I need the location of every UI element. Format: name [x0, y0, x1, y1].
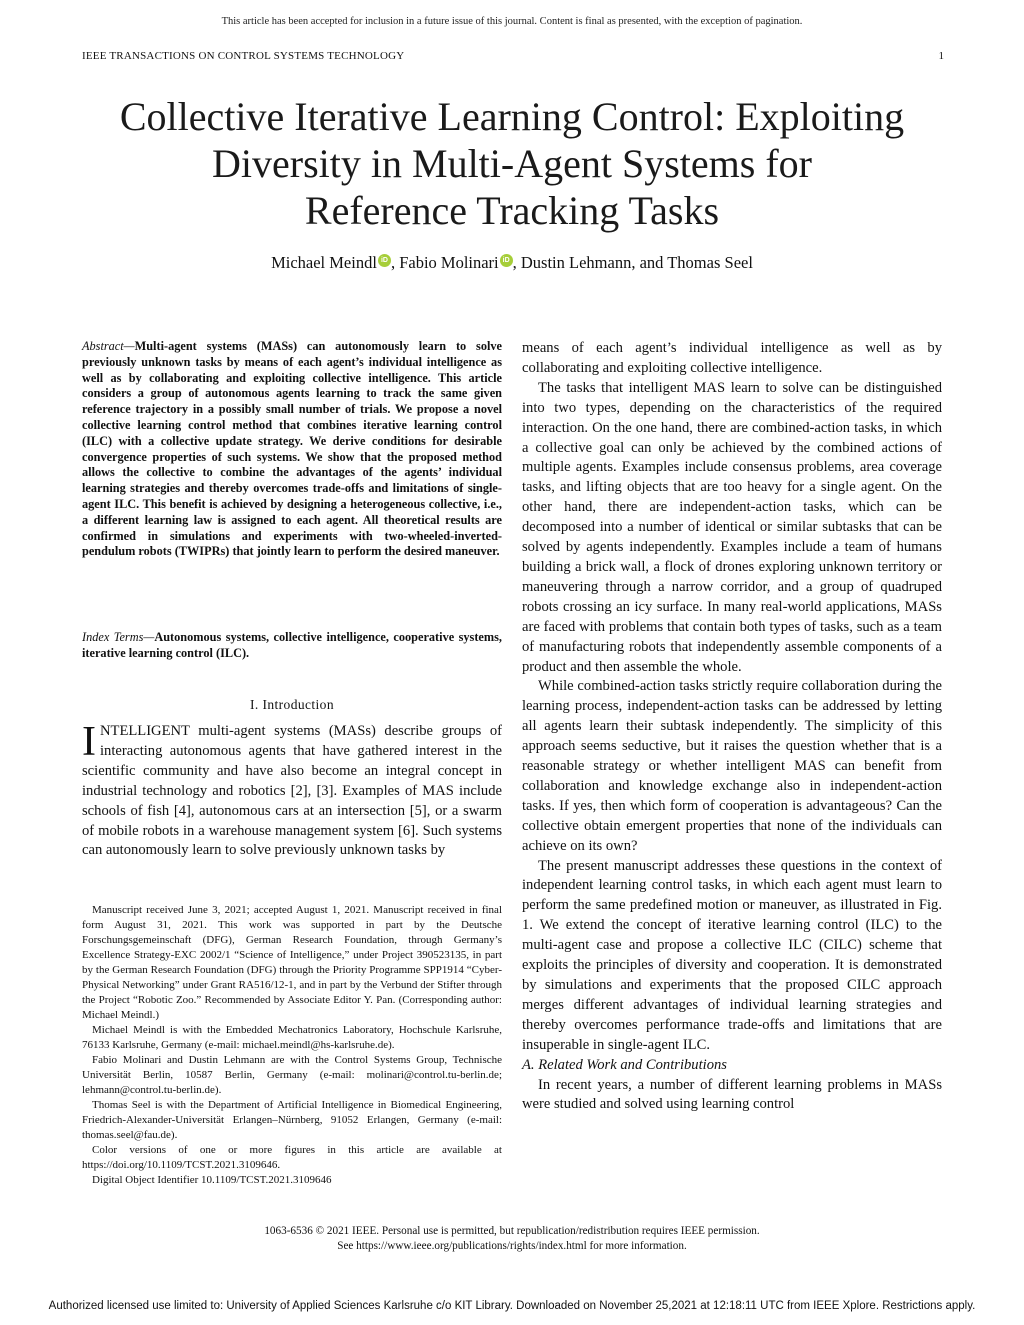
introduction-text: NTELLIGENT multi-agent systems (MASs) describe groups of interacting autonomous agents that have gathered interest in the scientific community and have also become an integral concept in industrial technology and robotics [2], [3]. Examples of MAS include schools of fish [4], autonomous cars at an intersection [5], or a swarm of mobile robots in a warehouse management system [6]. Such systems can autonomously learn to solve previously unknown tasks by [82, 723, 502, 859]
page-number: 1 [938, 50, 944, 62]
journal-name: IEEE TRANSACTIONS ON CONTROL SYSTEMS TECHNOLOGY [82, 50, 405, 62]
paper-title [60, 93, 964, 234]
paragraph-present-manuscript: The present manuscript addresses these questions in the context of independent learning control tasks, in which each agent must learn to perform the same predefined motion or maneuver, as illustrated in Fig. 1. We extend the concept of iterative learning control (ILC) to the multi-agent case and propose a collective ILC (CILC) scheme that exploits the principles of diversity and cooperation. It is demonstrated by simulations and experiments that the proposed CILC approach merges different advantages of individual learning strategies and thereby overcomes performance trade-offs and limitations that are insuperable in single-agent ILC. [522, 857, 942, 1053]
index-terms [82, 630, 502, 662]
abstract-lead: Abstract— [82, 339, 135, 353]
abstract-text: Multi-agent systems (MASs) can autonomously learn to solve previously unknown tasks by means of each agent’s individual intelligence as well as by collaborating and exploiting collective intelligence. This article considers a group of autonomous agents learning to track the same given reference trajectory in a possibly small number of trials. We propose a novel collective learning control method that combines iterative learning control (ILC) with a collective update strategy. We derive conditions for desirable convergence properties of such systems. We show that the proposed method allows the collective to combine the advantages of the agents’ individual learning strategies and thereby overcomes trade-offs and limitations of single-agent ILC. This benefit is achieved by designing a heterogeneous collective, i.e., a different learning law is assigned to each agent. All theoretical results are confirmed in simulations and experiments with two-wheeled-inverted-pendulum robots (TWIPRs) that jointly learn to perform the desired maneuver. [82, 339, 502, 559]
orcid-icon[interactable]: iD [500, 254, 513, 267]
copyright-line-2: See https://www.ieee.org/publications/rights/index.html for more information. [337, 1240, 687, 1252]
footnote-color-versions: Color versions of one or more figures in this article are available at https://doi.org/10.1109/TCST.2021.3109646. [82, 1144, 502, 1171]
footnote-doi: Digital Object Identifier 10.1109/TCST.2021.3109646 [92, 1174, 332, 1186]
footnotes [82, 903, 502, 1188]
title-line-3: Reference Tracking Tasks [304, 188, 720, 233]
footnote-manuscript: Manuscript received June 3, 2021; accepted August 1, 2021. Manuscript received in final form August 31, 2021. This work was supported in part by the Deutsche Forschungsgemeinschaft (DFG), German Research Foundation, through Germany’s Excellence Strategy-EXC 2002/1 “Science of Intelligence,” under Project 390523135, in part by the German Research Foundation (DFG) through the Priority Programme SPP1914 “Cyber-Physical Networking” under Grant RA516/12-1, and in part by the Verbund der Stifter through the Project “Robotic Zoo.” Recommended by Associate Editor Y. Pan. (Corresponding author: Michael Meindl.) [82, 904, 502, 1021]
title-line-2: Diversity in Multi-Agent Systems for [212, 141, 812, 186]
drop-cap: I [82, 719, 96, 765]
paragraph-combined-vs-independent: While combined-action tasks strictly require collaboration during the learning process, independent-action tasks can be addressed by letting all agents learn their subtask independently. The simplicity of this approach seems seductive, but it raises the question whether that is a reasonable strategy or whether intelligent MAS can benefit from collaboration and knowledge exchange also in independent-action tasks. If yes, then which form of cooperation is advantageous? Can the collective obtain emergent properties that none of the individuals can achieve on its own? [522, 678, 942, 854]
copyright-notice [0, 1224, 1024, 1254]
introduction-paragraph [82, 719, 502, 861]
title-line-1: Collective Iterative Learning Control: Exploiting [119, 94, 905, 139]
index-terms-text: Autonomous systems, collective intelligence, cooperative systems, iterative learning control (ILC). [82, 630, 502, 660]
footnote-meindl: Michael Meindl is with the Embedded Mechatronics Laboratory, Hochschule Karlsruhe, 76133 Karlsruhe, Germany (e-mail: michael.meindl@hs-karlsruhe.de). [82, 1024, 502, 1051]
footnote-molinari-lehmann: Fabio Molinari and Dustin Lehmann are with the Control Systems Group, Technische Universität Berlin, 10587 Berlin, Germany (e-mail: molinari@control.tu-berlin.de; lehmann@control.tu-berlin.de). [82, 1054, 502, 1096]
paragraph-task-types: The tasks that intelligent MAS learn to solve can be distinguished into two types, depending on the characteristics of the required interaction. On the one hand, there are combined-action tasks, in which a collective goal can only be achieved by the combined actions of multiple agents. Examples include consensus problems, area coverage tasks, and lifting objects that are too heavy for a single agent. On the other hand, there are independent-action tasks, which can be decomposed into a number of identical or similar subtasks that can be solved by agents independently. Examples include a team of humans building a brick wall, a flock of drones exploring unknown territory or maneuvering through a narrow corridor, and a group of quadruped robots crossing an icy surface. In many real-world applications, MASs are faced with problems that contain both types of tasks, such as a team of manufacturing robots that independently assemble components of a product and then assemble the whole. [522, 379, 942, 675]
paragraph-related-work: In recent years, a number of different learning problems in MASs were studied and solved using learning control [522, 1076, 942, 1113]
copyright-line-1: 1063-6536 © 2021 IEEE. Personal use is permitted, but republication/redistribution requires IEEE permission. [264, 1225, 760, 1237]
index-terms-lead: Index Terms— [82, 630, 155, 644]
author-molinari: , Fabio Molinari [390, 253, 499, 272]
paragraph-continuation: means of each agent’s individual intelligence as well as by collaborating and exploiting collective intelligence. [522, 340, 942, 376]
orcid-icon[interactable]: iD [378, 254, 391, 267]
license-notice: Authorized licensed use limited to: University of Applied Sciences Karlsruhe c/o KIT Library. Downloaded on November 25,2021 at 12:18:11 UTC from IEEE Xplore. Restrictions apply. [48, 1300, 976, 1312]
acceptance-notice: This article has been accepted for inclusion in a future issue of this journal. Content is final as presented, with the exception of pagination. [221, 16, 803, 27]
subsection-heading-related-work: A. Related Work and Contributions [522, 1056, 727, 1073]
footnote-seel: Thomas Seel is with the Department of Artificial Intelligence in Biomedical Engineering, Friedrich-Alexander-Universität Erlangen–Nürnberg, 91052 Erlangen, Germany (e-mail: thomas.seel@fau.de). [82, 1099, 502, 1141]
right-column [522, 339, 942, 1115]
author-meindl: Michael Meindl [271, 253, 377, 272]
author-others: , Dustin Lehmann, and Thomas Seel [512, 253, 753, 272]
author-list [60, 253, 964, 273]
section-heading-introduction: I. Introduction [250, 697, 334, 712]
abstract [82, 339, 502, 560]
